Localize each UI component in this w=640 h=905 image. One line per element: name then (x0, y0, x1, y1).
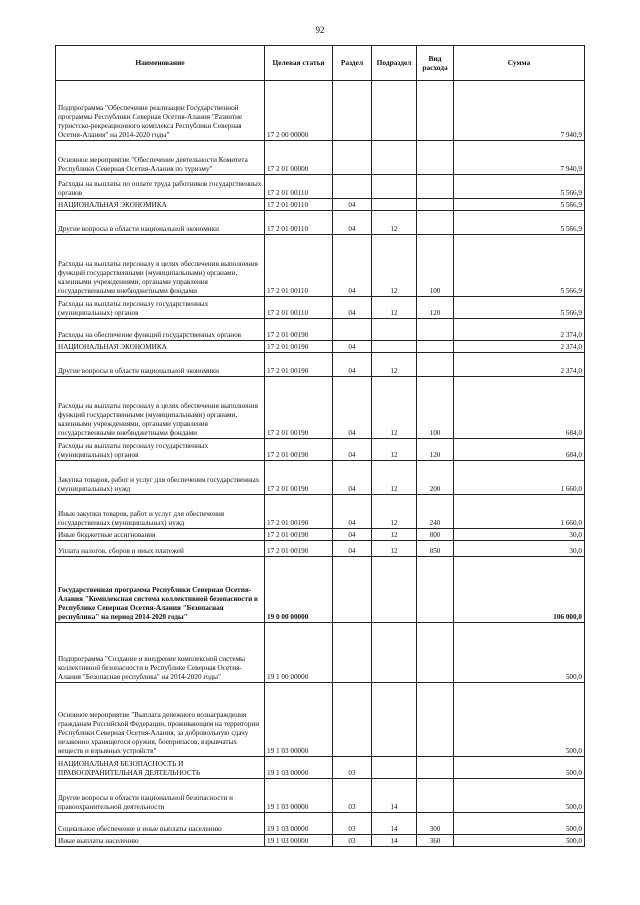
table-row (56, 341, 585, 353)
row-sum: 5 566,9 (454, 235, 585, 297)
row-section: 04 (333, 341, 372, 353)
row-sum: 5 566,9 (454, 211, 585, 235)
row-section: 04 (333, 211, 372, 235)
row-name: Расходы на обеспечение функций государственных органов (56, 319, 265, 341)
row-expense-type: 120 (417, 297, 454, 319)
row-subsection (372, 341, 417, 353)
table-row (56, 319, 585, 341)
row-subsection (372, 683, 417, 757)
row-name: Социальное обеспечение и иные выплаты населению (56, 813, 265, 835)
row-expense-type (417, 557, 454, 623)
column-header-sum: Сумма (454, 46, 585, 81)
row-subsection (372, 557, 417, 623)
row-code: 17 2 01 00190 (265, 439, 333, 461)
table-row (56, 141, 585, 175)
row-expense-type: 120 (417, 439, 454, 461)
row-subsection (372, 81, 417, 141)
row-name: Расходы на выплаты персоналу государственных (муниципальных) органов (56, 297, 265, 319)
table-row (56, 779, 585, 813)
row-sum: 106 000,0 (454, 557, 585, 623)
row-sum: 2 374,0 (454, 319, 585, 341)
row-section (333, 623, 372, 683)
row-section: 04 (333, 439, 372, 461)
row-expense-type: 850 (417, 541, 454, 557)
row-section: 03 (333, 835, 372, 847)
row-subsection: 12 (372, 495, 417, 529)
table-row (56, 835, 585, 847)
row-expense-type (417, 341, 454, 353)
row-sum: 500,0 (454, 835, 585, 847)
table-row (56, 377, 585, 439)
row-expense-type: 800 (417, 529, 454, 541)
row-sum: 30,0 (454, 541, 585, 557)
table-row (56, 461, 585, 495)
table-row (56, 683, 585, 757)
row-subsection: 12 (372, 297, 417, 319)
row-subsection: 12 (372, 353, 417, 377)
row-section: 04 (333, 235, 372, 297)
row-subsection: 12 (372, 529, 417, 541)
page-number: 92 (315, 25, 325, 35)
table-row (56, 529, 585, 541)
row-name: Подпрограмма "Обеспечение реализации Государственной программы Республики Северная Осетия-Алания "Развитие туристско-рекреационного комплекса Республики Северная Осетия-Алания" на 2014-2020 годы" (56, 81, 265, 141)
row-code: 19 1 03 00000 (265, 757, 333, 779)
row-sum: 30,0 (454, 529, 585, 541)
row-name: Государственная программа Республики Северная Осетия-Алания "Комплексная система коллективной безопасности в Республике Северная Осетия-Алания "Безопасная республика" на период 2014-2020 годы" (56, 557, 265, 623)
row-section: 03 (333, 757, 372, 779)
table-row (56, 175, 585, 199)
table-row (56, 541, 585, 557)
row-sum: 684,0 (454, 439, 585, 461)
table-row (56, 757, 585, 779)
table-row (56, 211, 585, 235)
row-sum: 500,0 (454, 813, 585, 835)
table-row (56, 623, 585, 683)
row-name: Закупка товаров, работ и услуг для обеспечения государственных (муниципальных) нужд (56, 461, 265, 495)
row-subsection: 12 (372, 541, 417, 557)
table-row (56, 439, 585, 461)
row-section: 03 (333, 813, 372, 835)
row-expense-type (417, 779, 454, 813)
row-name: Расходы на выплаты по оплате труда работников государственных органов (56, 175, 265, 199)
row-expense-type: 360 (417, 835, 454, 847)
column-header-code: Целевая статья (265, 46, 333, 81)
row-code: 17 2 01 00190 (265, 529, 333, 541)
row-section: 04 (333, 199, 372, 211)
row-subsection: 12 (372, 235, 417, 297)
row-expense-type: 240 (417, 495, 454, 529)
row-subsection: 14 (372, 779, 417, 813)
row-subsection (372, 623, 417, 683)
table-row (56, 557, 585, 623)
row-name: НАЦИОНАЛЬНАЯ ЭКОНОМИКА (56, 341, 265, 353)
row-subsection: 12 (372, 439, 417, 461)
row-sum: 1 660,0 (454, 461, 585, 495)
row-name: Основное мероприятие "Выплата денежного вознаграждения гражданам Российской Федерации, проживающим на территории Республики Северная Осетия-Алания, за добровольную сдачу незаконно хранящегося оружия, боеприпасов, взрывчатых веществ и взрывных устройств" (56, 683, 265, 757)
row-sum: 500,0 (454, 779, 585, 813)
row-expense-type: 200 (417, 461, 454, 495)
row-code: 17 2 01 00190 (265, 319, 333, 341)
table-header-row (56, 46, 585, 81)
row-code: 19 1 00 00000 (265, 623, 333, 683)
row-sum: 5 566,9 (454, 175, 585, 199)
row-sum: 500,0 (454, 623, 585, 683)
row-code: 17 2 01 00190 (265, 541, 333, 557)
table-row (56, 813, 585, 835)
row-code: 17 2 01 00110 (265, 235, 333, 297)
row-name: Иные выплаты населению (56, 835, 265, 847)
row-name: Расходы на выплаты персоналу в целях обеспечения выполнения функций государственными (муниципальными) органами, казенными учреждениями, органами управления государственными внебюджетными фондами (56, 377, 265, 439)
row-name: Другие вопросы в области национальной экономики (56, 211, 265, 235)
row-name: НАЦИОНАЛЬНАЯ БЕЗОПАСНОСТЬ И ПРАВООХРАНИТЕЛЬНАЯ ДЕЯТЕЛЬНОСТЬ (56, 757, 265, 779)
row-sum: 2 374,0 (454, 353, 585, 377)
row-sum: 7 940,9 (454, 81, 585, 141)
row-name: Расходы на выплаты персоналу государственных (муниципальных) органов (56, 439, 265, 461)
row-section: 04 (333, 541, 372, 557)
row-subsection (372, 757, 417, 779)
row-expense-type: 100 (417, 235, 454, 297)
row-expense-type (417, 757, 454, 779)
row-subsection (372, 175, 417, 199)
row-sum: 5 566,9 (454, 297, 585, 319)
row-code: 17 2 01 00190 (265, 377, 333, 439)
row-section (333, 175, 372, 199)
row-code: 19 0 00 00000 (265, 557, 333, 623)
row-code: 17 2 01 00110 (265, 297, 333, 319)
table-row (56, 353, 585, 377)
row-section: 04 (333, 529, 372, 541)
row-expense-type (417, 199, 454, 211)
row-code: 17 2 01 00110 (265, 175, 333, 199)
row-expense-type (417, 683, 454, 757)
table-row (56, 235, 585, 297)
row-name: Подпрограмма "Создание и внедрение комплексной системы коллективной безопасности в Республике Северная Осетия-Алания "Безопасная республика" на 2014-2020 годы" (56, 623, 265, 683)
row-code: 17 2 00 00000 (265, 81, 333, 141)
row-subsection (372, 199, 417, 211)
row-section: 03 (333, 779, 372, 813)
row-code: 17 2 01 00000 (265, 141, 333, 175)
row-sum: 684,0 (454, 377, 585, 439)
row-sum: 7 940,9 (454, 141, 585, 175)
row-expense-type (417, 319, 454, 341)
row-name: Иные закупки товаров, работ и услуг для обеспечения государственных (муниципальных) нужд (56, 495, 265, 529)
table-row (56, 199, 585, 211)
row-section (333, 683, 372, 757)
row-code: 19 1 03 00000 (265, 813, 333, 835)
row-expense-type (417, 141, 454, 175)
row-name: Основное мероприятие "Обеспечение деятельности Комитета Республики Северная Осетия-Алания по туризму" (56, 141, 265, 175)
row-code: 17 2 01 00190 (265, 341, 333, 353)
row-sum: 5 566,9 (454, 199, 585, 211)
row-subsection: 12 (372, 211, 417, 235)
budget-table (55, 45, 585, 847)
row-subsection: 14 (372, 813, 417, 835)
row-section: 04 (333, 297, 372, 319)
row-subsection (372, 141, 417, 175)
column-header-section: Раздел (333, 46, 372, 81)
row-name: Иные бюджетные ассигнования (56, 529, 265, 541)
row-sum: 500,0 (454, 683, 585, 757)
row-subsection: 14 (372, 835, 417, 847)
row-expense-type (417, 211, 454, 235)
row-subsection: 12 (372, 461, 417, 495)
row-section (333, 319, 372, 341)
row-subsection (372, 319, 417, 341)
row-code: 19 1 03 00000 (265, 835, 333, 847)
row-section (333, 141, 372, 175)
row-expense-type (417, 81, 454, 141)
table-row (56, 297, 585, 319)
row-expense-type (417, 623, 454, 683)
row-code: 19 1 03 00000 (265, 779, 333, 813)
table-row (56, 81, 585, 141)
column-header-name: Наименование (56, 46, 265, 81)
row-code: 17 2 01 00190 (265, 495, 333, 529)
row-name: Другие вопросы в области национальной экономики (56, 353, 265, 377)
row-subsection: 12 (372, 377, 417, 439)
row-section (333, 81, 372, 141)
row-sum: 500,0 (454, 757, 585, 779)
row-code: 17 2 01 00190 (265, 461, 333, 495)
row-code: 17 2 01 00110 (265, 211, 333, 235)
row-section: 04 (333, 495, 372, 529)
column-header-expense-type: Вид расхода (417, 46, 454, 81)
row-name: НАЦИОНАЛЬНАЯ ЭКОНОМИКА (56, 199, 265, 211)
row-code: 17 2 01 00190 (265, 353, 333, 377)
row-section (333, 557, 372, 623)
row-expense-type: 100 (417, 377, 454, 439)
row-sum: 2 374,0 (454, 341, 585, 353)
row-expense-type: 300 (417, 813, 454, 835)
row-sum: 1 660,0 (454, 495, 585, 529)
row-section: 04 (333, 353, 372, 377)
row-section: 04 (333, 461, 372, 495)
row-name: Расходы на выплаты персоналу в целях обеспечения выполнения функций государственными (муниципальными) органами, казенными учреждениями, органами управления государственными внебюджетными фондами (56, 235, 265, 297)
row-expense-type (417, 175, 454, 199)
row-expense-type (417, 353, 454, 377)
column-header-subsection: Подраздел (372, 46, 417, 81)
row-code: 17 2 01 00110 (265, 199, 333, 211)
table-row (56, 495, 585, 529)
row-name: Уплата налогов, сборов и иных платежей (56, 541, 265, 557)
row-section: 04 (333, 377, 372, 439)
row-name: Другие вопросы в области национальной безопасности и правоохранительной деятельности (56, 779, 265, 813)
row-code: 19 1 03 00000 (265, 683, 333, 757)
